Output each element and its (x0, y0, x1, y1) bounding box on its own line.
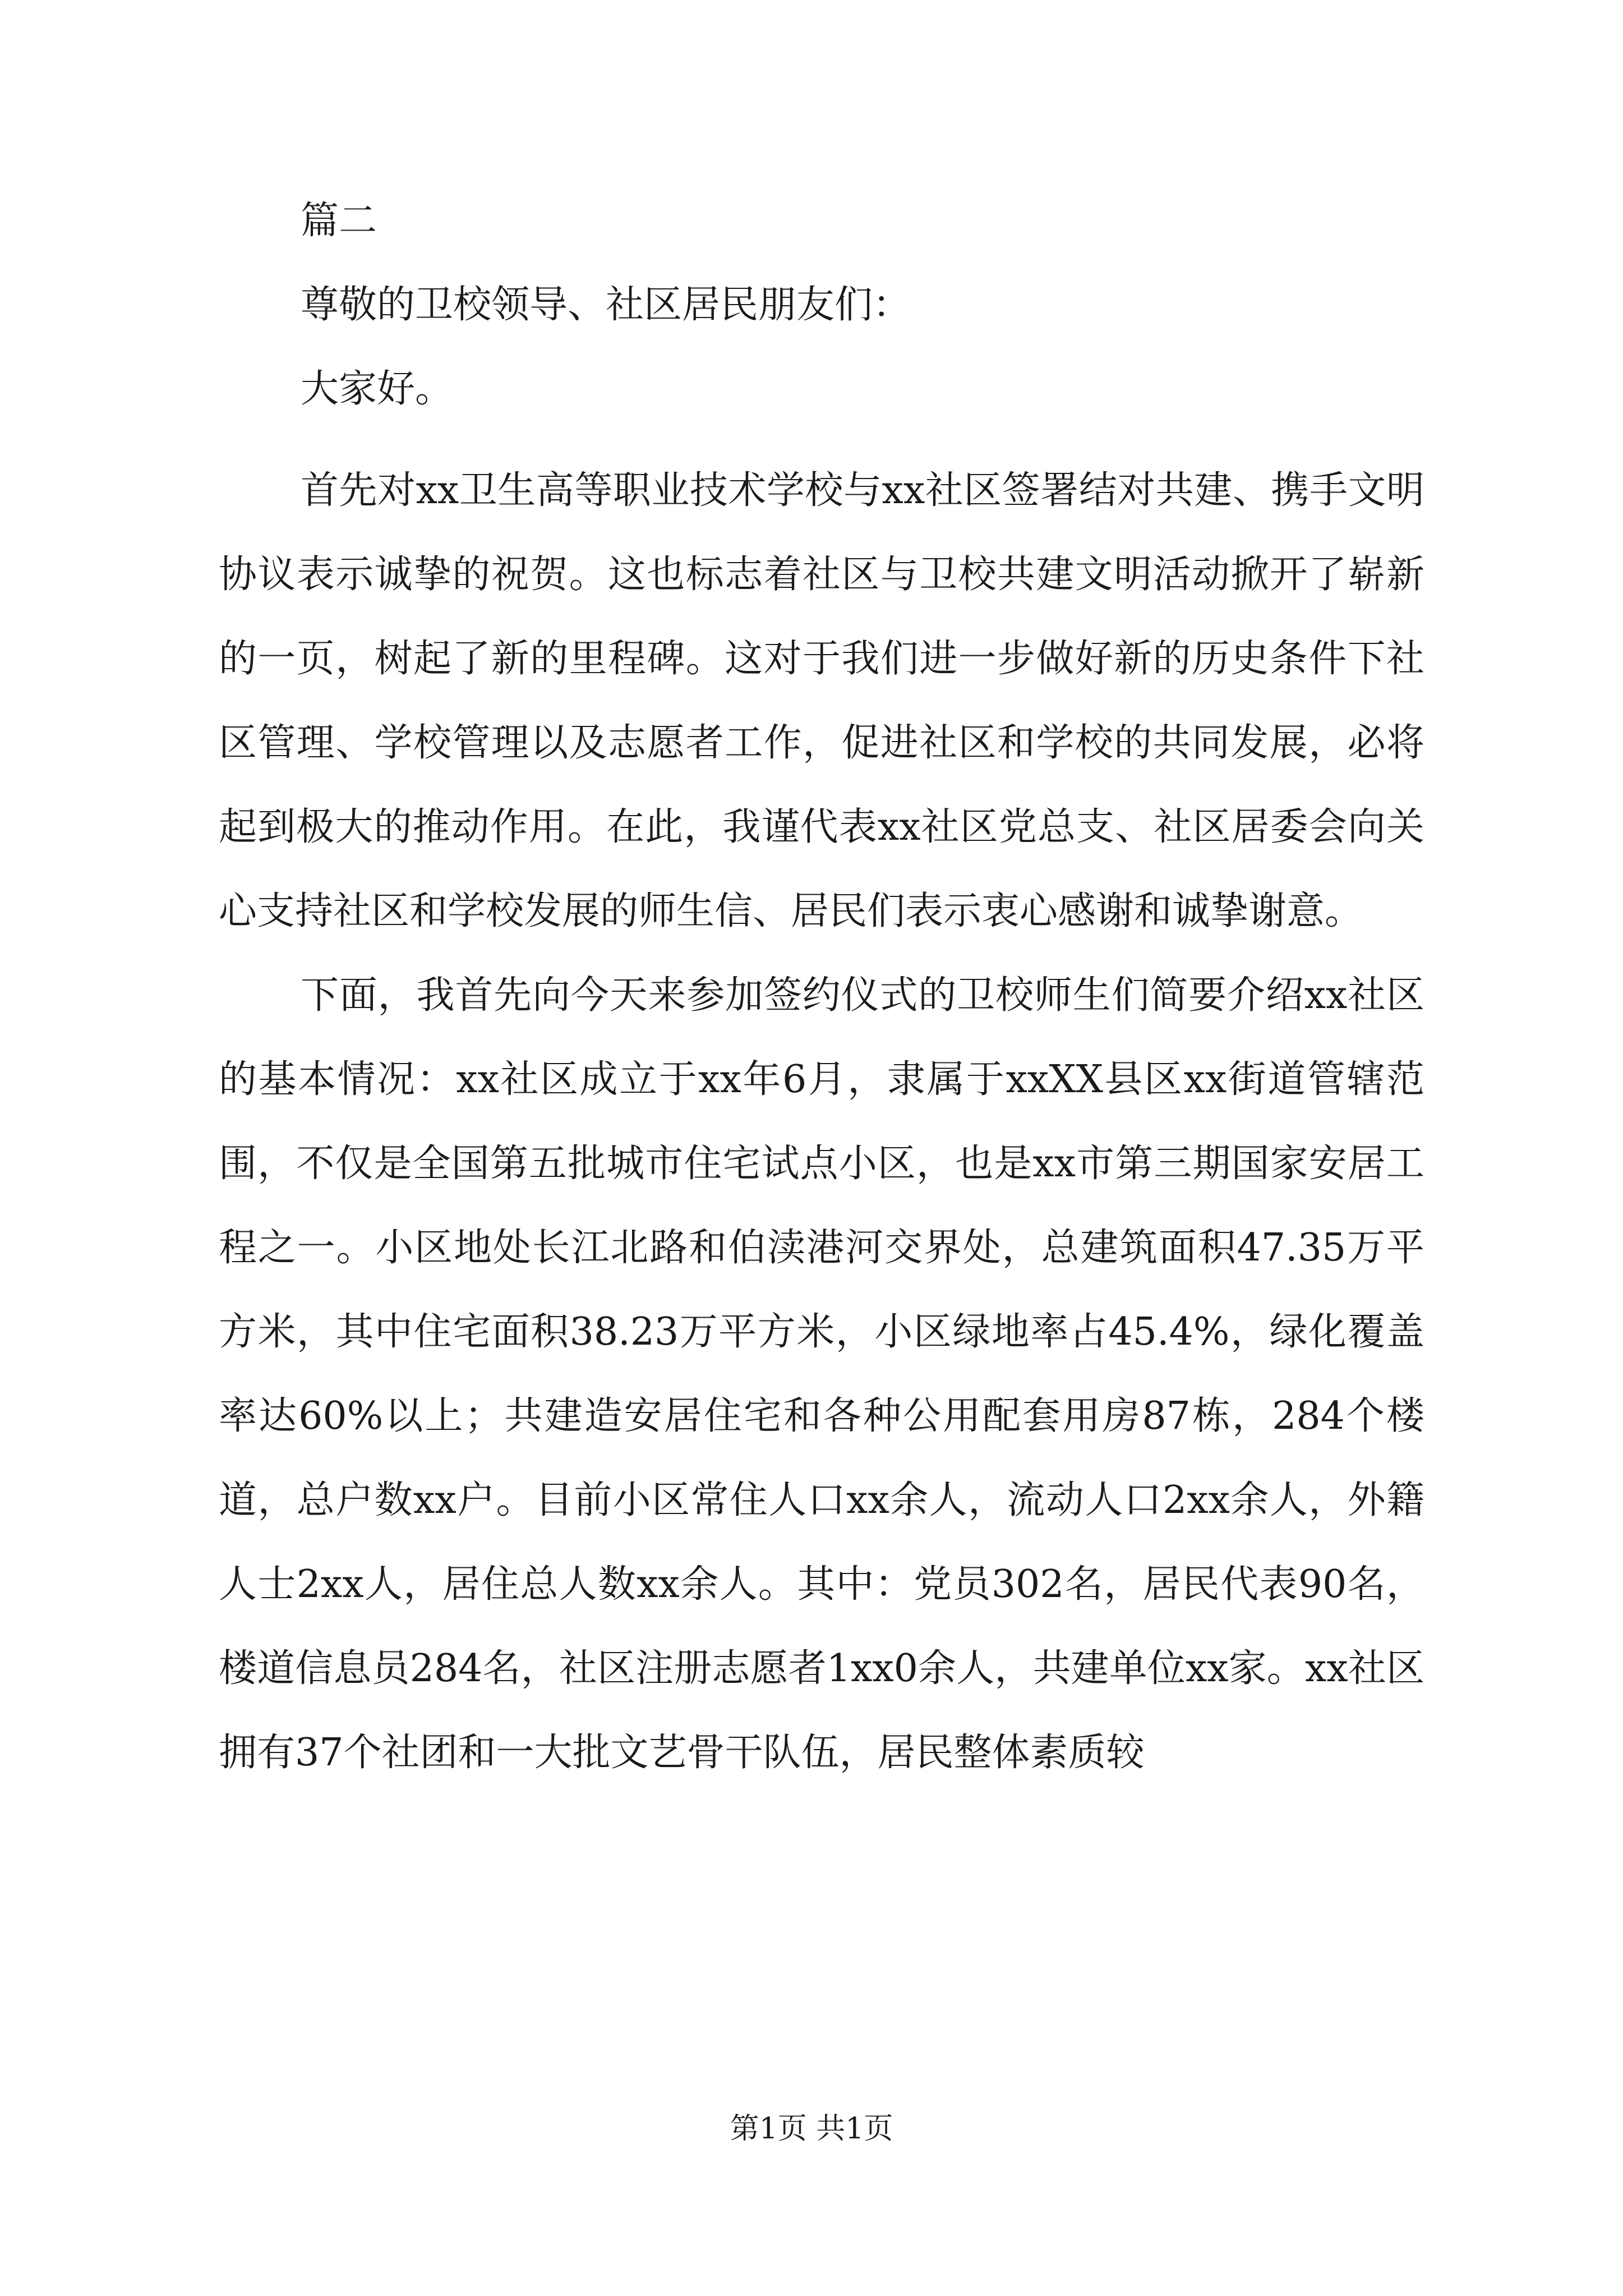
document-body (219, 196, 1424, 1795)
paragraph-congratulations: 首先对xx卫生高等职业技术学校与xx社区签署结对共建、携手文明协议表示诚挚的祝贺。这也标志着社区与卫校共建文明活动掀开了崭新的一页，树起了新的里程碑。这对于我们进一步做好新的历史条件下社区管理、学校管理以及志愿者工作，促进社区和学校的共同发展，必将起到极大的推动作用。在此，我谨代表xx社区党总支、社区居委会向关心支持社区和学校发展的师生信、居民们表示衷心感谢和诚挚谢意。 (219, 468, 1424, 933)
paragraph-community-overview: 下面，我首先向今天来参加签约仪式的卫校师生们简要介绍xx社区的基本情况：xx社区成立于xx年6月，隶属于xxXX县区xx街道管辖范围，不仅是全国第五批城市住宅试点小区，也是xx市第三期国家安居工程之一。小区地处长江北路和伯渎港河交界处，总建筑面积47.35万平方米，其中住宅面积38.23万平方米，小区绿地率占45.4%，绿化覆盖率达60%以上；共建造安居住宅和各种公用配套用房87栋，284个楼道，总户数xx户。目前小区常住人口xx余人，流动人口2xx余人，外籍人士2xx人，居住总人数xx余人。其中：党员302名，居民代表90名，楼道信息员284名，社区注册志愿者1xx0余人，共建单位xx家。xx社区拥有37个社团和一大批文艺骨干队伍，居民整体素质较 (219, 973, 1424, 1775)
salutation: 尊敬的卫校领导、社区居民朋友们： (301, 283, 911, 327)
section-title: 篇二 (301, 199, 377, 243)
greeting: 大家好。 (301, 367, 454, 411)
page-footer: 第1页 共1页 (730, 2112, 893, 2146)
